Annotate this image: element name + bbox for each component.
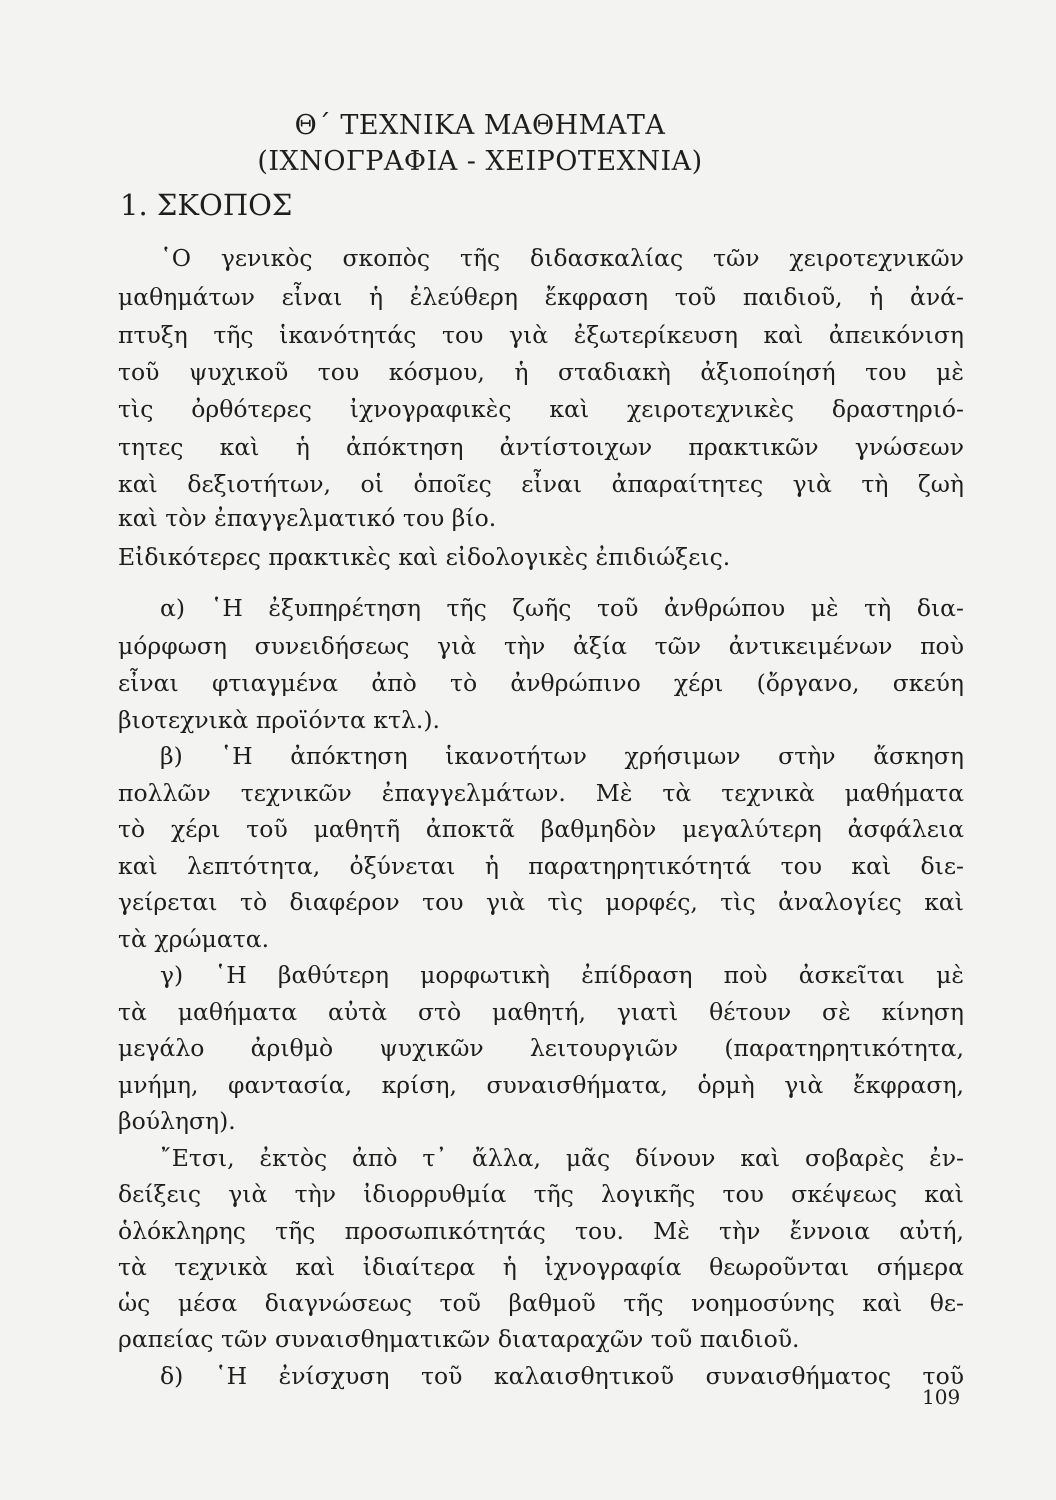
text-line: Εἰδικότερες πρακτικὲς καὶ εἰδολογικὲς ἐπιδιώξεις. — [118, 543, 731, 571]
text-line: τητες καὶ ἡ ἀπόκτηση ἀντίστοιχων πρακτικῶν γνώσεων — [118, 433, 964, 461]
text-line: πολλῶν τεχνικῶν ἐπαγγελμάτων. Μὲ τὰ τεχνικὰ μαθήματα — [118, 779, 964, 807]
page-number: 109 — [922, 1385, 961, 1409]
text-line: τὰ τεχνικὰ καὶ ἰδιαίτερα ἡ ἰχνογραφία θεωροῦνται σήμερα — [118, 1253, 964, 1281]
text-line: μεγάλο ἀριθμὸ ψυχικῶν λειτουργιῶν (παρατηρητικότητα, — [118, 1034, 964, 1062]
text-line: καὶ τὸν ἐπαγγελματικό του βίο. — [118, 504, 497, 532]
chapter-title: Θ΄ ΤΕΧΝΙΚΑ ΜΑΘΗΜΑΤΑ — [294, 110, 666, 141]
section-heading: 1. ΣΚΟΠΟΣ — [120, 188, 293, 222]
text-line: ῎Ετσι, ἐκτὸς ἀπὸ τ᾿ ἄλλα, μᾶς δίνουν καὶ σοβαρὲς ἐν- — [160, 1144, 964, 1172]
text-line: μνήμη, φαντασία, κρίση, συναισθήματα, ὁρμὴ γιὰ ἔκφραση, — [118, 1071, 964, 1099]
text-line: δ) ῾Η ἐνίσχυση τοῦ καλαισθητικοῦ συναισθήματος τοῦ — [160, 1362, 964, 1390]
text-line: μαθημάτων εἶναι ἡ ἐλεύθερη ἔκφραση τοῦ παιδιοῦ, ἡ ἀνά- — [118, 283, 964, 311]
text-line: δείξεις γιὰ τὴν ἰδιορρυθμία τῆς λογικῆς του σκέψεως καὶ — [118, 1180, 964, 1208]
text-line: ῾Ο γενικὸς σκοπὸς τῆς διδασκαλίας τῶν χειροτεχνικῶν — [160, 244, 964, 272]
text-line: βιοτεχνικὰ προϊόντα κτλ.). — [118, 706, 440, 734]
text-line: μόρφωση συνειδήσεως γιὰ τὴν ἀξία τῶν ἀντικειμένων ποὺ — [118, 632, 964, 660]
chapter-subtitle: (ΙΧΝΟΓΡΑΦΙΑ - ΧΕΙΡΟΤΕΧΝΙΑ) — [257, 146, 703, 177]
text-line: ὁλόκληρης τῆς προσωπικότητάς του. Μὲ τὴν ἔννοια αὐτή, — [118, 1217, 964, 1245]
text-line: τὶς ὀρθότερες ἰχνογραφικὲς καὶ χειροτεχνικὲς δραστηριό- — [118, 395, 964, 423]
text-line: καὶ λεπτότητα, ὀξύνεται ἡ παρατηρητικότητά του καὶ διε- — [118, 852, 964, 880]
text-line: τὰ χρώματα. — [118, 925, 270, 953]
text-line: τοῦ ψυχικοῦ του κόσμου, ἡ σταδιακὴ ἀξιοποίησή του μὲ — [118, 358, 964, 386]
text-line: βούληση). — [118, 1107, 236, 1135]
text-line: καὶ δεξιοτήτων, οἱ ὁποῖες εἶναι ἀπαραίτητες γιὰ τὴ ζωὴ — [118, 470, 964, 498]
text-line: πτυξη τῆς ἱκανότητάς του γιὰ ἐξωτερίκευση καὶ ἀπεικόνιση — [118, 321, 964, 349]
text-line: ὡς μέσα διαγνώσεως τοῦ βαθμοῦ τῆς νοημοσύνης καὶ θε- — [118, 1289, 964, 1317]
text-line: β) ῾Η ἀπόκτηση ἱκανοτήτων χρήσιμων στὴν ἄσκηση — [160, 742, 964, 770]
text-line: α) ῾Η ἐξυπηρέτηση τῆς ζωῆς τοῦ ἀνθρώπου μὲ τὴ δια- — [160, 594, 964, 622]
text-line: εἶναι φτιαγμένα ἀπὸ τὸ ἀνθρώπινο χέρι (ὄργανο, σκεύη — [118, 669, 964, 697]
text-line: γείρεται τὸ διαφέρον του γιὰ τὶς μορφές, τὶς ἀναλογίες καὶ — [118, 888, 964, 916]
text-line: γ) ῾Η βαθύτερη μορφωτικὴ ἐπίδραση ποὺ ἀσκεῖται μὲ — [160, 961, 964, 989]
text-line: τὰ μαθήματα αὐτὰ στὸ μαθητή, γιατὶ θέτουν σὲ κίνηση — [118, 998, 964, 1026]
text-line: τὸ χέρι τοῦ μαθητῆ ἀποκτᾶ βαθμηδὸν μεγαλύτερη ἀσφάλεια — [118, 815, 964, 843]
text-line: ραπείας τῶν συναισθηματικῶν διαταραχῶν τοῦ παιδιοῦ. — [118, 1325, 800, 1353]
